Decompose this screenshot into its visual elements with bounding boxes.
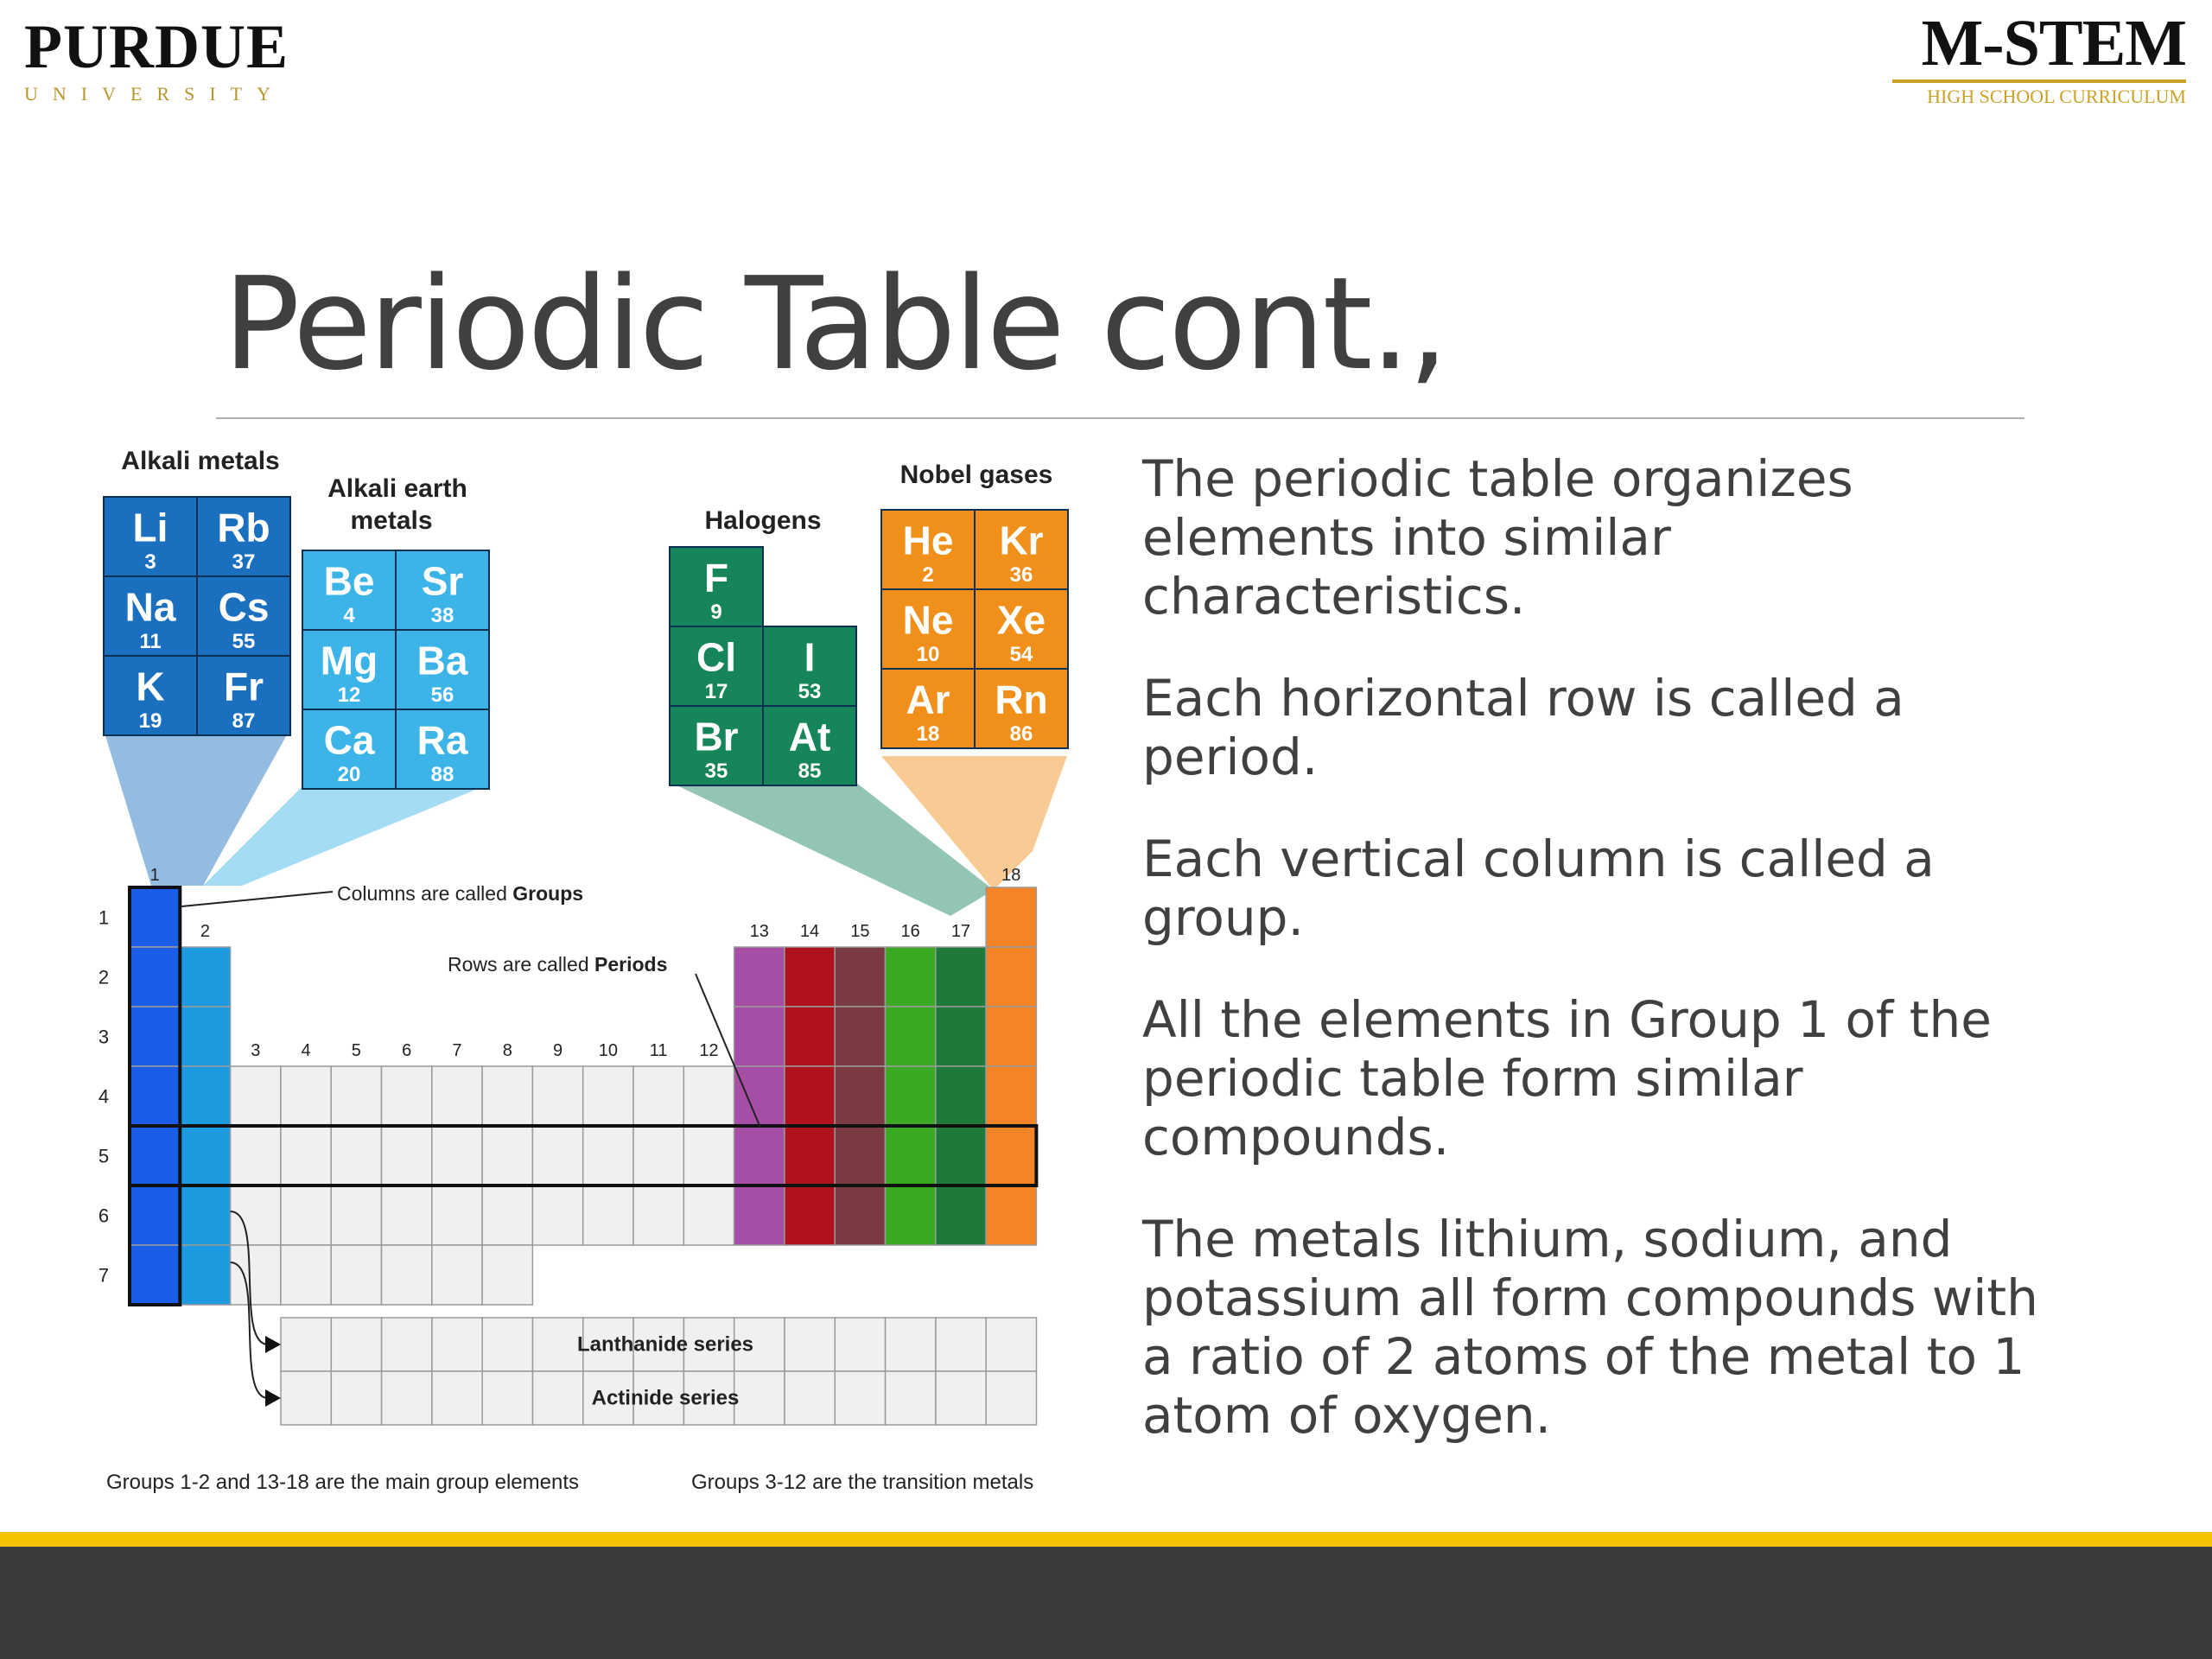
table-cell — [130, 1185, 180, 1245]
groups-leader-line — [181, 892, 333, 906]
caption-transition: Groups 3-12 are the transition metals — [691, 1471, 1034, 1494]
group-number-17: 17 — [950, 922, 971, 941]
table-cell — [986, 1066, 1036, 1126]
table-cell — [785, 1066, 835, 1126]
table-cell — [432, 1185, 482, 1245]
alkali-earth-element-ba-symbol: Ba — [416, 638, 468, 683]
fblock-cell — [785, 1318, 835, 1371]
group-number-12: 12 — [699, 1041, 719, 1060]
noble-element-he-number: 2 — [922, 563, 934, 587]
periodic-table-diagram — [82, 436, 1097, 1512]
alkali-earth-element-sr-number: 38 — [430, 603, 454, 627]
table-cell — [886, 1007, 936, 1066]
fblock-cell — [482, 1318, 532, 1371]
caption-main-group: Groups 1-2 and 13-18 are the main group elements — [106, 1471, 579, 1494]
fblock-cell — [886, 1371, 936, 1425]
fblock-cell — [281, 1318, 331, 1371]
table-cell — [936, 1185, 986, 1245]
alkali-earth-element-ra-symbol: Ra — [416, 717, 468, 763]
alkali-earth-element-ca-symbol: Ca — [323, 717, 375, 763]
halogen-element-i-symbol: I — [804, 634, 816, 680]
group-number-14: 14 — [799, 922, 820, 941]
noble-element-xe-number: 54 — [1009, 642, 1033, 666]
table-cell — [432, 1066, 482, 1126]
footer-accent-bar — [0, 1532, 2212, 1547]
alkali-element-cs-symbol: Cs — [218, 584, 270, 630]
table-cell — [331, 1126, 381, 1185]
group-number-15: 15 — [850, 922, 870, 941]
lanthanide-arrow-head — [265, 1336, 281, 1353]
table-cell — [886, 947, 936, 1007]
table-cell — [382, 1245, 432, 1305]
group-number-4: 4 — [301, 1041, 311, 1060]
table-cell — [532, 1185, 582, 1245]
table-cell — [683, 1126, 734, 1185]
table-cell — [835, 947, 885, 1007]
period-number-6: 6 — [98, 1205, 110, 1227]
table-cell — [331, 1245, 381, 1305]
table-cell — [683, 1185, 734, 1245]
table-cell — [785, 947, 835, 1007]
alkali-element-rb-number: 37 — [232, 550, 256, 574]
table-cell — [986, 1185, 1036, 1245]
table-cell — [482, 1245, 532, 1305]
fblock-cell — [432, 1318, 482, 1371]
table-cell — [835, 1185, 885, 1245]
alkali-element-li-number: 3 — [144, 550, 156, 574]
purdue-logo-name: PURDUE — [24, 12, 289, 81]
noble-element-ar-number: 18 — [916, 721, 940, 746]
table-cell — [180, 1066, 230, 1126]
group-number-3: 3 — [251, 1041, 261, 1060]
table-cell — [785, 1185, 835, 1245]
halogen-element-at-number: 85 — [798, 759, 822, 783]
actinide-series-label: Actinide series — [591, 1386, 740, 1410]
group-number-16: 16 — [900, 922, 920, 941]
alkali-element-li-symbol: Li — [132, 505, 168, 550]
table-cell — [432, 1245, 482, 1305]
fblock-cell — [482, 1371, 532, 1425]
noble-element-ar-symbol: Ar — [906, 677, 950, 722]
table-cell — [633, 1185, 683, 1245]
period-number-3: 3 — [98, 1026, 110, 1048]
table-cell — [231, 1245, 281, 1305]
alkali-element-cs-number: 55 — [232, 629, 256, 653]
table-cell — [281, 1245, 331, 1305]
table-cell — [785, 1007, 835, 1066]
period-number-5: 5 — [98, 1145, 110, 1167]
lanthanide-series-label: Lanthanide series — [576, 1332, 754, 1357]
table-cell — [583, 1066, 633, 1126]
noble-element-xe-symbol: Xe — [996, 597, 1046, 643]
table-cell — [936, 1126, 986, 1185]
group-number-11: 11 — [649, 1041, 668, 1060]
table-cell — [180, 1185, 230, 1245]
alkali-earth-element-ca-number: 20 — [337, 762, 361, 786]
footer-bar — [0, 1547, 2212, 1659]
fblock-cell — [835, 1318, 885, 1371]
group-number-2: 2 — [200, 922, 211, 941]
alkali-element-fr-symbol: Fr — [224, 664, 264, 709]
table-cell — [482, 1066, 532, 1126]
group-number-6: 6 — [402, 1041, 412, 1060]
title-divider — [216, 417, 2024, 419]
table-cell — [986, 887, 1036, 947]
table-cell — [532, 1066, 582, 1126]
fblock-cell — [331, 1371, 381, 1425]
fblock-cell — [281, 1371, 331, 1425]
group-number-18: 18 — [1001, 866, 1021, 885]
halogen-element-br-symbol: Br — [694, 714, 739, 760]
halogen-element-br-number: 35 — [704, 759, 728, 783]
fblock-cell — [886, 1318, 936, 1371]
purdue-logo — [24, 12, 309, 107]
table-cell — [986, 947, 1036, 1007]
alkali-element-na-symbol: Na — [124, 584, 176, 630]
actinide-arrow-head — [265, 1389, 281, 1407]
table-cell — [633, 1066, 683, 1126]
alkali-earth-element-sr-symbol: Sr — [421, 558, 464, 604]
group-number-9: 9 — [552, 1041, 563, 1060]
table-cell — [532, 1126, 582, 1185]
alkali-element-k-number: 19 — [138, 709, 162, 733]
group-number-1: 1 — [149, 866, 160, 885]
noble-element-ne-symbol: Ne — [902, 597, 954, 643]
table-cell — [583, 1126, 633, 1185]
table-cell — [785, 1126, 835, 1185]
alkali-earth-element-be-number: 4 — [343, 603, 355, 627]
mstem-logo-name: M-STEM — [1921, 7, 2186, 79]
noble-element-rn-number: 86 — [1009, 721, 1033, 746]
alkali-earth-label-line2: metals — [350, 506, 433, 535]
table-cell — [281, 1066, 331, 1126]
table-cell — [835, 1007, 885, 1066]
alkali-element-fr-number: 87 — [232, 709, 256, 733]
table-cell — [180, 947, 230, 1007]
table-cell — [734, 1007, 785, 1066]
halogen-element-cl-symbol: Cl — [696, 634, 736, 680]
table-cell — [734, 1066, 785, 1126]
table-cell — [130, 1245, 180, 1305]
period-number-2: 2 — [98, 966, 110, 988]
paragraph-compounds: The metals lithium, sodium, and potassium all form compounds with a ratio of 2 atoms of the metal to 1 atom of oxygen. — [1142, 1210, 2038, 1445]
noble-gases-label: Nobel gases — [899, 461, 1053, 489]
alkali-earth-element-be-symbol: Be — [323, 558, 375, 604]
table-cell — [886, 1066, 936, 1126]
table-cell — [130, 947, 180, 1007]
halogen-element-i-number: 53 — [798, 679, 822, 703]
noble-element-ne-number: 10 — [916, 642, 940, 666]
halogen-element-f-number: 9 — [710, 600, 722, 624]
periodic-table-figure — [82, 436, 1097, 1512]
table-cell — [180, 1007, 230, 1066]
noble-element-kr-number: 36 — [1009, 563, 1033, 587]
table-cell — [936, 1007, 986, 1066]
table-cell — [231, 1066, 281, 1126]
fblock-cell — [734, 1371, 785, 1425]
table-cell — [331, 1066, 381, 1126]
fblock-cell — [936, 1318, 986, 1371]
fblock-cell — [785, 1371, 835, 1425]
table-cell — [734, 1185, 785, 1245]
table-cell — [130, 887, 180, 947]
groups-note: Columns are called Groups — [337, 882, 584, 905]
fblock-cell — [382, 1318, 432, 1371]
paragraph-group1: All the elements in Group 1 of the periodic table form similar compounds. — [1142, 990, 1992, 1166]
mstem-logo-rule — [1892, 79, 2186, 83]
group-number-13: 13 — [749, 922, 769, 941]
table-cell — [886, 1185, 936, 1245]
slide-body — [1142, 449, 2041, 1488]
group-number-5: 5 — [351, 1041, 361, 1060]
table-cell — [281, 1126, 331, 1185]
fblock-cell — [533, 1371, 583, 1425]
table-cell — [734, 1126, 785, 1185]
table-cell — [835, 1126, 885, 1185]
table-cell — [432, 1126, 482, 1185]
halogen-element-cl-number: 17 — [704, 679, 728, 703]
table-cell — [231, 1126, 281, 1185]
halogen-element-at-symbol: At — [788, 714, 831, 760]
period-number-4: 4 — [98, 1085, 110, 1108]
noble-element-he-symbol: He — [902, 518, 954, 563]
fblock-cell — [432, 1371, 482, 1425]
purdue-logo-subtitle: UNIVERSITY — [24, 83, 285, 105]
table-cell — [986, 1007, 1036, 1066]
period-number-1: 1 — [98, 906, 110, 929]
fblock-cell — [382, 1371, 432, 1425]
fblock-cell — [986, 1318, 1036, 1371]
table-cell — [482, 1126, 532, 1185]
table-cell — [130, 1126, 180, 1185]
table-cell — [835, 1066, 885, 1126]
alkali-earth-label-line1: Alkali earth — [327, 474, 467, 503]
table-cell — [734, 947, 785, 1007]
table-cell — [936, 947, 986, 1007]
table-cell — [130, 1066, 180, 1126]
table-cell — [633, 1126, 683, 1185]
paragraph-group: Each vertical column is called a group. — [1142, 830, 1935, 947]
periods-note: Rows are called Periods — [448, 953, 668, 976]
table-cell — [683, 1066, 734, 1126]
paragraph-organizes: The periodic table organizes elements into similar characteristics. — [1142, 449, 1853, 626]
group-number-8: 8 — [502, 1041, 512, 1060]
group-number-7: 7 — [452, 1041, 462, 1060]
mstem-logo-subtitle: HIGH SCHOOL CURRICULUM — [1927, 86, 2186, 107]
table-cell — [382, 1066, 432, 1126]
alkali-earth-element-ra-number: 88 — [430, 762, 454, 786]
alkali-earth-element-ba-number: 56 — [430, 683, 454, 707]
table-cell — [382, 1126, 432, 1185]
alkali-metals-label: Alkali metals — [121, 447, 280, 475]
fblock-cell — [835, 1371, 885, 1425]
table-cell — [180, 1245, 230, 1305]
group-number-10: 10 — [598, 1041, 618, 1060]
fblock-cell — [533, 1318, 583, 1371]
paragraph-period: Each horizontal row is called a period. — [1142, 669, 1904, 786]
halogens-label: Halogens — [704, 506, 822, 535]
table-cell — [331, 1185, 381, 1245]
table-cell — [936, 1066, 986, 1126]
table-cell — [583, 1185, 633, 1245]
table-cell — [281, 1185, 331, 1245]
fblock-cell — [331, 1318, 381, 1371]
table-cell — [180, 1126, 230, 1185]
table-cell — [886, 1126, 936, 1185]
alkali-element-na-number: 11 — [139, 629, 162, 653]
halogen-element-f-symbol: F — [703, 555, 729, 601]
alkali-element-k-symbol: K — [136, 664, 165, 709]
slide-title: Periodic Table cont., — [223, 250, 1446, 398]
alkali-earth-element-mg-symbol: Mg — [320, 638, 378, 683]
fblock-cell — [986, 1371, 1036, 1425]
table-cell — [130, 1007, 180, 1066]
period-number-7: 7 — [98, 1264, 110, 1287]
mstem-logo — [1892, 7, 2186, 107]
table-cell — [482, 1185, 532, 1245]
alkali-earth-element-mg-number: 12 — [337, 683, 361, 707]
table-cell — [986, 1126, 1036, 1185]
alkali-element-rb-symbol: Rb — [217, 505, 270, 550]
noble-element-kr-symbol: Kr — [999, 518, 1044, 563]
table-cell — [382, 1185, 432, 1245]
noble-element-rn-symbol: Rn — [995, 677, 1048, 722]
fblock-cell — [936, 1371, 986, 1425]
